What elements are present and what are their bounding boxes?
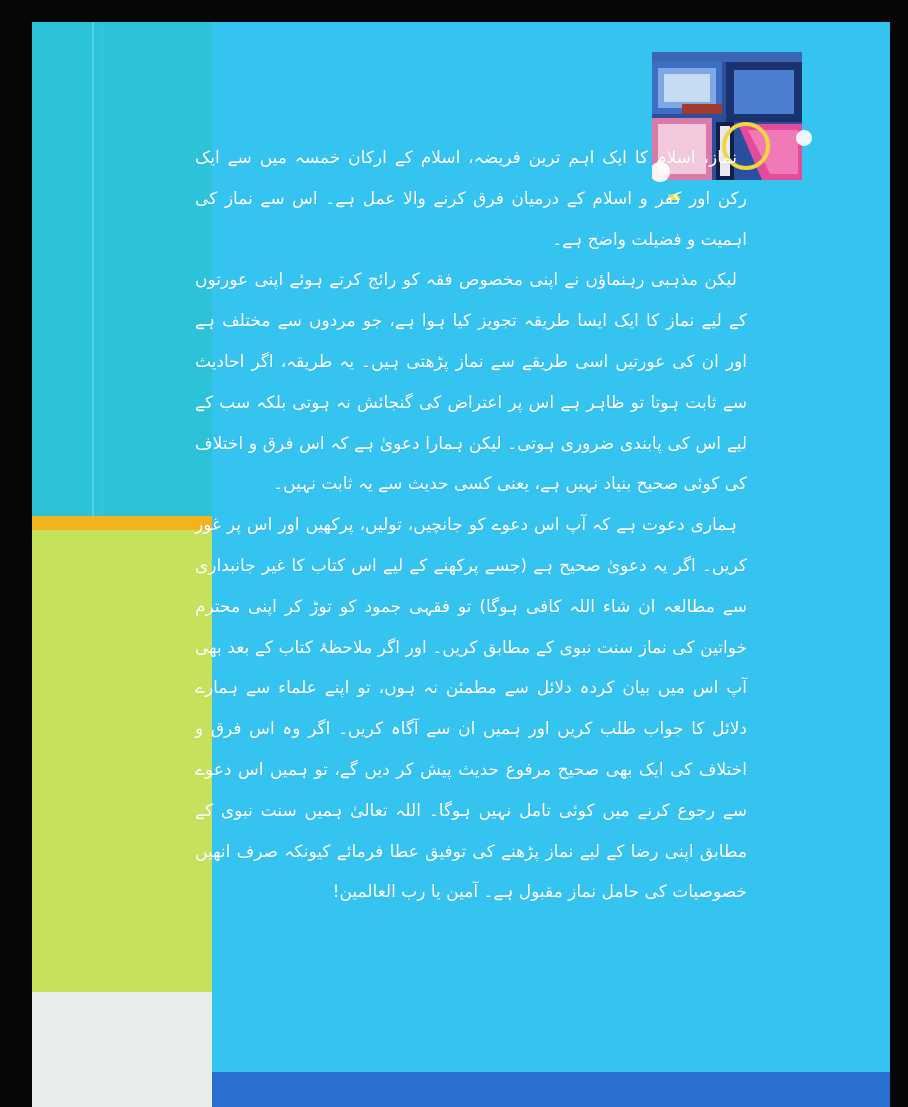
left-lime-panel (32, 530, 212, 992)
paragraph-3: ہماری دعوت ہے کہ آپ اس دعوے کو جانچیں، تولیں، پرکھیں اور اس پر غور کریں۔ اگر یہ دعویٰ صحیح ہے (جسے پرکھنے کے لیے اس کتاب کا غیر جانبداری سے مطالعہ ان شاء اللہ کافی ہوگا) تو فقہی جمود کو توڑ کر اپنی محترم خواتین کی نماز سنت نبوی کے مطابق کریں۔ اور اگر ملاحظۂ کتاب کے بعد بھی آپ اس میں بیان کردہ دلائل سے مطمئن نہ ہوں، تو اپنے علماء سے ہمارے دلائل کا جواب طلب کریں اور ہمیں ان سے آگاہ کریں۔ اگر وہ اس فرق و اختلاف کی ایک بھی صحیح مرفوع حدیث پیش کر دیں گے، تو ہمیں اس دعوے سے رجوع کرنے میں کوئی تامل نہیں ہوگا۔ اللہ تعالیٰ ہمیں سنت نبوی کے مطابق اپنی رضا کے لیے نماز پڑھنے کی توفیق عطا فرمائے کیونکہ صرف انھیں خصوصیات کی حامل نماز مقبول ہے۔ آمین یا رب العالمین! (195, 515, 747, 903)
left-decor-line (92, 22, 94, 516)
body-text (195, 138, 747, 913)
left-color-strip (32, 22, 212, 1107)
yellow-band (32, 516, 212, 530)
paragraph-1: نماز، اسلام کا ایک اہم ترین فریضہ، اسلام کے ارکان خمسہ میں سے ایک رکن اور کفر و اسلام کے درمیان فرق کرنے والا عمل ہے۔ اس سے نماز کی اہمیت و فضیلت واضح ہے۔ (195, 148, 747, 250)
bottom-blue-bar (212, 1072, 890, 1107)
left-teal-panel (32, 22, 212, 516)
left-decor-line-thin (102, 22, 103, 516)
paragraph-2: لیکن مذہبی رہنماؤں نے اپنی مخصوص فقہ کو رائج کرتے ہوئے اپنی عورتوں کے لیے نماز کا ایک ایسا طریقہ تجویز کیا ہوا ہے، جو مردوں سے مختلف ہے اور ان کی عورتیں اسی طریقے سے نماز پڑھتی ہیں۔ یہ طریقہ، اگر احادیث سے ثابت ہوتا تو ظاہر ہے اس پر اعتراض کی گنجائش نہ ہوتی بلکہ سب کے لیے اس کی پابندی ضروری ہوتی۔ لیکن ہمارا دعویٰ ہے کہ اس فرق و اختلاف کی کوئی صحیح بنیاد نہیں ہے، یعنی کسی حدیث سے یہ ثابت نہیں۔ (195, 270, 747, 495)
left-white-panel (32, 992, 212, 1107)
